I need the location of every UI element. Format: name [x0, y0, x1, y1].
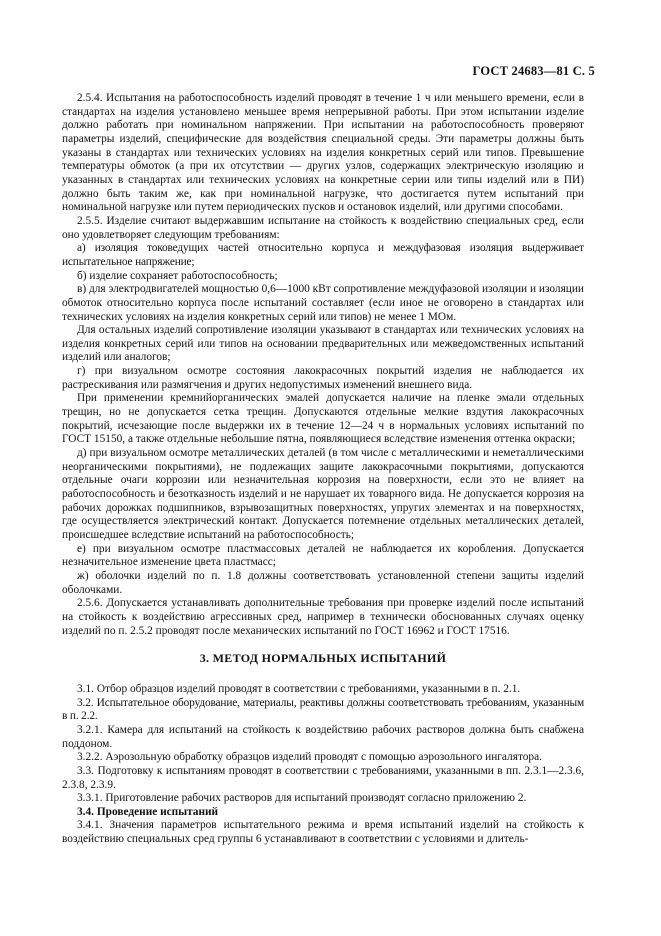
list-item-v: в) для электродвигателей мощностью 0,6—1000 кВт сопротивление междуфазовой изоляции и изоляции обмоток относительно корпуса после испытаний составляет (если иное не оговорено в стандартах или технических условиях на изделия конкретных серий или типов) не менее 1 МОм.: [62, 283, 584, 323]
paragraph-2-5-4: 2.5.4. Испытания на работоспособность изделий проводят в течение 1 ч или меньшего времени, если в стандартах на изделия установлено меньшее время непрерывной работы. При этом испытании изделие должно работать при номинальном напряжении. При испытании на работоспособность проверяют параметры изделий, специфические для воздействия специальной среды. Эти параметры должны быть указаны в стандартах или технических условиях на изделия конкретных серий или типов. Превышение температуры обмоток (а при их отсутствии — других узлов, содержащих электрическую изоляцию и указанных в стандартах или технических условиях на конкретные серии или типы изделий или в ПИ) должно быть таким же, как при номинальной нагрузке, что достигается путем испытаний при номинальной нагрузке или путем периодических пусков и остановок изделий, или другими способами.: [62, 92, 584, 214]
page-header: ГОСТ 24683—81 С. 5: [472, 64, 595, 78]
paragraph-enamels: При применении кремнийорганических эмалей допускается наличие на пленке эмали отдельных трещин, но не допускается сетка трещин. Допускаются отдельные мелкие вздутия лакокрасочных покрытий, исчезающие после выдержки их в течение 12—24 ч в нормальных условиях испытаний по ГОСТ 15150, а также отдельные небольшие пятна, появляющиеся вследствие изменения оттенка окраски;: [62, 392, 584, 446]
list-item-g: г) при визуальном осмотре состояния лакокрасочных покрытий изделия не наблюдается их растрескивания или размягчения и других недопустимых изменений внешнего вида.: [62, 365, 584, 391]
paragraph-3-3-1: 3.3.1. Приготовление рабочих растворов для испытаний производят согласно приложению 2.: [77, 792, 527, 805]
paragraph-3-3: 3.3. Подготовку к испытаниям проводят в соответствии с требованиями, указанными в пп. 2.3.1—2.3.6, 2.3.8, 2.3.9.: [62, 764, 584, 791]
paragraph-3-2: 3.2. Испытательное оборудование, материалы, реактивы должны соответствовать требованиям, указанным в п. 2.2.: [62, 696, 584, 723]
document-body: [62, 92, 584, 847]
paragraph-2-5-6: 2.5.6. Допускается устанавливать дополнительные требования при проверке изделий после испытаний на стойкость к воздействию агрессивных сред, например в технически обоснованных случаях оценку изделий по п. 2.5.2 проводят после механических испытаний по ГОСТ 16962 и ГОСТ 17516.: [62, 597, 584, 637]
list-item-zh: ж) оболочки изделий по п. 1.8 должны соответствовать установленной степени защиты изделий оболочками.: [62, 569, 584, 596]
paragraph-3-4-1: 3.4.1. Значения параметров испытательного режима и время испытаний изделий на стойкость к воздействию специальных сред группы 6 устанавливают в соответствии с условиями и длитель-: [62, 819, 584, 846]
paragraph-3-2-2: 3.2.2. Аэрозольную обработку образцов изделий проводят с помощью аэрозольного ингалятора.: [77, 751, 542, 764]
list-item-b: б) изделие сохраняет работоспособность;: [77, 269, 278, 282]
paragraph-3-2-1: 3.2.1. Камера для испытаний на стойкость к воздействию рабочих растворов должна быть снабжена поддоном.: [62, 723, 584, 750]
section-title: 3. МЕТОД НОРМАЛЬНЫХ ИСПЫТАНИЙ: [199, 651, 447, 666]
list-item-a: а) изоляция токоведущих частей относительно корпуса и междуфазовая изоляция выдерживает испытательное напряжение;: [62, 242, 584, 268]
paragraph-3-1: 3.1. Отбор образцов изделий проводят в соответствии с требованиями, указанными в п. 2.1.: [77, 682, 521, 695]
list-item-d: д) при визуальном осмотре металлических деталей (в том числе с металлическими и неметаллическими неорганическими покрытиями), не подлежащих защите лакокрасочными покрытиями, допускаются отдельные очаги коррозии или незначительная коррозия на поверхности, если это не влияет на работоспособность и безотказность изделий и не нарушает их товарного вида. Не допускается коррозия на рабочих дорожках подшипников, взрывозащитных поверхностях, упругих элементах и на поверхностях, где осуществляется электрический контакт. Допускается потемнение отдельных металлических деталей, происшедшее вследствие испытаний на работоспособность;: [62, 447, 584, 541]
paragraph-2-5-5: 2.5.5. Изделие считают выдержавшим испытание на стойкость к воздействию специальных сред, если оно удовлетворяет следующим требованиям:: [62, 214, 584, 241]
subsection-heading-3-4: 3.4. Проведение испытаний: [77, 805, 219, 818]
paragraph-insulation-others: Для остальных изделий сопротивление изоляции указывают в стандартах или технических условиях на изделия конкретных серий или типов на основании предварительных или межведомственных испытаний изделий или аналогов;: [62, 324, 584, 364]
list-item-e: е) при визуальном осмотре пластмассовых деталей не наблюдается их коробления. Допускается незначительное изменение цвета пластмасс;: [62, 542, 584, 569]
